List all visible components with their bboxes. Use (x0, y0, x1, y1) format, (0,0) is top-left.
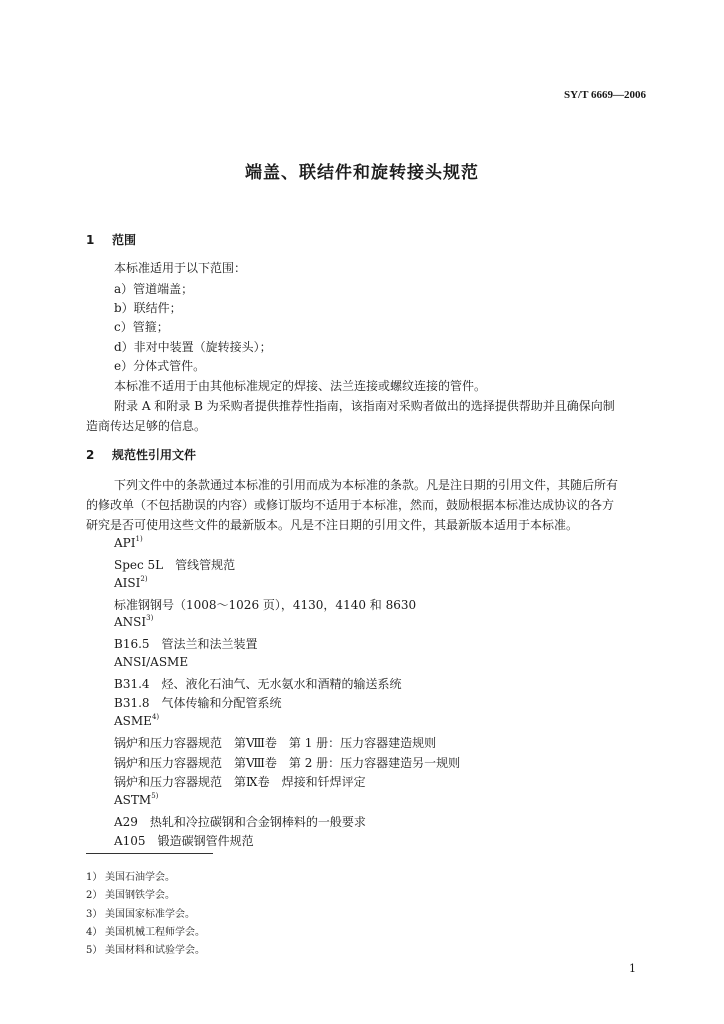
document-title: 端盖、联结件和旋转接头规范 (245, 163, 479, 183)
reference-item: ASME$^{4)}$ (114, 713, 160, 728)
footnote: 1） 美国石油学会。 (86, 872, 175, 883)
reference-item: B31.4 烃、液化石油气、无水氨水和酒精的输送系统 (114, 677, 402, 691)
reference-item: 锅炉和压力容器规范 第Ⅸ卷 焊接和钎焊评定 (114, 775, 366, 789)
reference-item: AISI$^{2)}$ (114, 575, 148, 590)
standard-code: SY/T 6669—2006 (563, 89, 646, 101)
section-title: 规范性引用文件 (112, 448, 197, 462)
references-paragraph-line: 的修改单（不包括勘误的内容）或修订版均不适用于本标准，然而，鼓励根据本标准达成协议的各方 (86, 498, 615, 512)
scope-annex-line: 附录 A 和附录 B 为采购者提供推荐性指南，该指南对采购者做出的选择提供帮助并且确保向制 (114, 399, 615, 413)
references-paragraph-line: 下列文件中的条款通过本标准的引用而成为本标准的条款。凡是注日期的引用文件，其随后所有 (114, 478, 619, 492)
scope-item: c）管箍； (114, 320, 169, 334)
scope-item: e）分体式管件。 (114, 359, 206, 373)
reference-item: B16.5 管法兰和法兰装置 (114, 637, 258, 651)
references-paragraph-line: 研究是否可使用这些文件的最新版本。凡是不注日期的引用文件，其最新版本适用于本标准。 (86, 518, 579, 532)
scope-item: b）联结件； (114, 301, 182, 315)
section-title: 范围 (112, 233, 137, 247)
reference-item: 锅炉和压力容器规范 第Ⅷ卷 第 2 册：压力容器建造另一规则 (114, 756, 461, 770)
scope-item: d）非对中装置（旋转接头）； (114, 340, 272, 354)
reference-item: ANSI/ASME (114, 655, 189, 669)
scope-annex-line: 造商传达足够的信息。 (86, 419, 207, 433)
reference-item: Spec 5L 管线管规范 (114, 558, 236, 572)
footnote-divider (86, 853, 213, 854)
footnote: 3） 美国国家标准学会。 (86, 909, 195, 920)
footnote: 2） 美国钢铁学会。 (86, 890, 175, 901)
section-1-heading (86, 231, 136, 248)
reference-item: 标准钢钢号（1008～1026 页），4130，4140 和 8630 (114, 598, 417, 612)
reference-item: ANSI$^{3)}$ (114, 614, 154, 629)
scope-item: a）管道端盖； (114, 282, 194, 296)
scope-exclusion: 本标准不适用于由其他标准规定的焊接、法兰连接或螺纹连接的管件。 (114, 379, 487, 393)
reference-item: ASTM$^{5)}$ (114, 792, 159, 807)
reference-item: 锅炉和压力容器规范 第Ⅷ卷 第 1 册：压力容器建造规则 (114, 736, 437, 750)
reference-item: API$^{1)}$ (114, 535, 143, 550)
section-2-heading (86, 446, 196, 463)
footnote: 5） 美国材料和试验学会。 (86, 945, 205, 956)
section-number: 1 (86, 233, 95, 247)
reference-item: A29 热轧和冷拉碳钢和合金钢棒料的一般要求 (114, 815, 366, 829)
page-number: 1 (629, 962, 636, 975)
footnote: 4） 美国机械工程师学会。 (86, 927, 205, 938)
section-number: 2 (86, 448, 95, 462)
scope-intro: 本标准适用于以下范围： (114, 261, 247, 275)
reference-item: B31.8 气体传输和分配管系统 (114, 696, 282, 710)
reference-item: A105 锻造碳钢管件规范 (114, 834, 254, 848)
